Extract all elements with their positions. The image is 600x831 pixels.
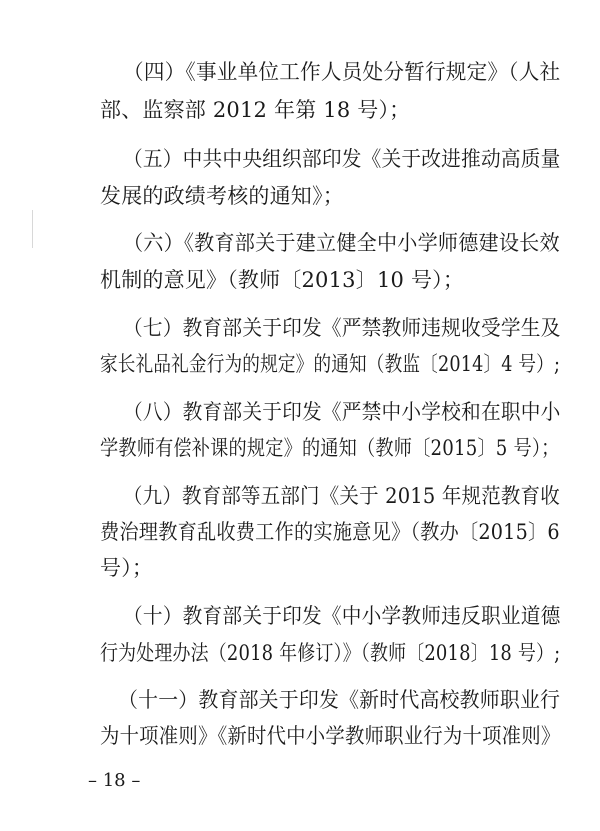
text-line: 发展的政绩考核的通知》； <box>100 184 344 208</box>
page-number: – 18 – <box>88 770 141 791</box>
text-line: 学教师有偿补课的规定》的通知（教师〔2015〕5 号）； <box>100 436 560 460</box>
scan-artifact <box>32 210 33 248</box>
text-line: （五）中共中央组织部印发《关于改进推动高质量 <box>123 147 561 171</box>
text-line: 号）； <box>100 556 154 580</box>
text-line: 家长礼品礼金行为的规定》的通知（教监〔2014〕4 号）; <box>100 352 561 376</box>
text-line: （八）教育部关于印发《严禁中小学校和在职中小 <box>123 400 561 424</box>
text-line: 为十项准则》《新时代中小学教师职业行为十项准则》 <box>100 724 561 748</box>
text-line: （十）教育部关于印发《中小学教师违反职业道德 <box>123 604 561 628</box>
text-line: （七）教育部关于印发《严禁教师违规收受学生及 <box>123 316 561 340</box>
text-line: （六）《教育部关于建立健全中小学师德建设长效 <box>123 231 560 255</box>
text-line: （九）教育部等五部门《关于 2015 年规范教育收 <box>123 484 560 508</box>
text-line: （十一）教育部关于印发《新时代高校教师职业行 <box>118 688 561 712</box>
text-line: 行为处理办法（2018 年修订）》（教师〔2018〕18 号）; <box>100 641 561 665</box>
text-line: 部、监察部 2012 年第 18 号）； <box>100 98 411 122</box>
text-line: 机制的意见》（教师〔2013〕10 号）； <box>100 268 465 292</box>
text-line: （四）《事业单位工作人员处分暂行规定》（人社 <box>123 60 561 84</box>
text-line: 费治理教育乱收费工作的实施意见》（教办〔2015〕6 <box>100 520 560 544</box>
